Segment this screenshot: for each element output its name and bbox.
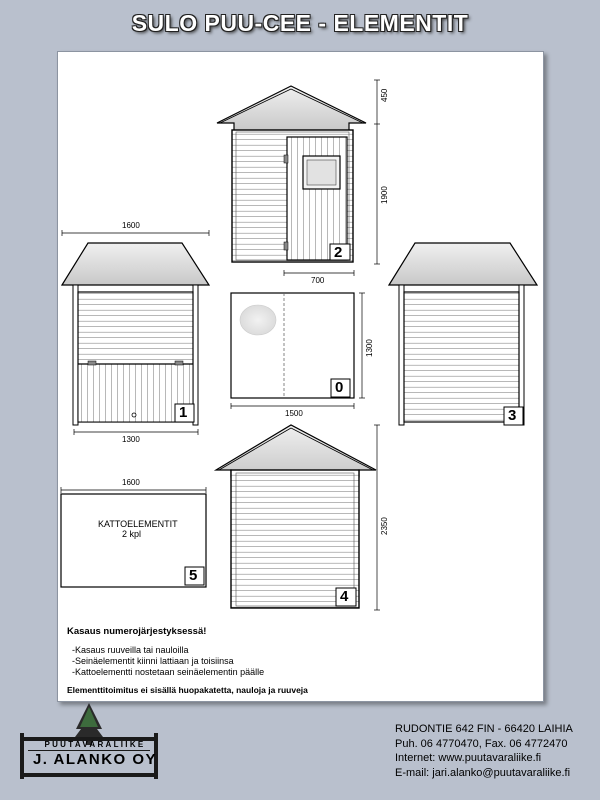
element-2-front-wall <box>217 86 366 262</box>
instructions-heading: Kasaus numerojärjestyksessä! <box>67 626 207 637</box>
element-number-1-value: 1 <box>179 404 188 421</box>
element-number-0: 0 <box>335 379 344 396</box>
dim-floor-width: 700 <box>311 276 325 285</box>
delivery-note: Elementtitoimitus ei sisällä huopakatetta, nauloja ja ruuveja <box>67 685 308 695</box>
element-2-gable <box>217 86 366 131</box>
element-number-1-label <box>179 404 187 421</box>
dim-front-roof-height: 450 <box>380 88 389 102</box>
dim-elem1-width-bottom: 1300 <box>122 435 140 444</box>
logo-company-name: J. ALANKO OY <box>32 751 158 768</box>
logo-company-type: PUUTAVARALIIKE <box>44 740 146 749</box>
roof-elements-count: 2 kpl <box>122 529 142 539</box>
instruction-item-1: -Kasaus ruuveilla tai nauloilla <box>72 645 189 655</box>
element-number-5: 5 <box>189 567 198 584</box>
page-title: SULO PUU-CEE - ELEMENTIT <box>131 10 469 36</box>
dim-roof-width: 1600 <box>122 478 140 487</box>
element-number-3: 3 <box>508 407 517 424</box>
instruction-item-3: -Kattoelementti nostetaan seinäelementin päälle <box>72 667 265 677</box>
element-4-back-wall <box>216 425 376 608</box>
company-phone: Puh. 06 4770470, Fax. 06 4772470 <box>395 737 568 750</box>
dim-elem1-width-top: 1600 <box>122 221 140 230</box>
element-5-roof-elements <box>61 494 206 587</box>
company-email[interactable]: E-mail: jari.alanko@puutavaraliike.fi <box>395 766 571 779</box>
element-number-2: 2 <box>334 244 343 261</box>
company-internet[interactable]: Internet: www.puutavaraliike.fi <box>395 752 542 765</box>
drawing-sheet <box>57 51 544 702</box>
element-4-gable <box>216 425 376 477</box>
dim-front-wall-height: 1900 <box>380 186 389 204</box>
element-5-panel <box>61 494 206 587</box>
element-3-roof <box>389 243 537 285</box>
company-contact <box>395 722 573 780</box>
roof-elements-label: KATTOELEMENTIT <box>98 519 178 529</box>
company-address: RUDONTIE 642 FIN - 66420 LAIHIA <box>395 723 573 735</box>
element-1-roof <box>62 243 209 285</box>
dim-back-height: 2350 <box>380 517 389 535</box>
instruction-item-2: -Seinäelementit kiinni lattiaan ja toisiinsa <box>72 656 234 666</box>
element-1-side-wall <box>62 243 209 425</box>
element-3-wall <box>404 292 519 422</box>
element-number-4: 4 <box>340 588 349 605</box>
element-3-side-wall <box>389 243 537 425</box>
shed-elements-drawing <box>58 52 543 701</box>
dim-floor-depth: 1300 <box>365 339 374 357</box>
dim-floor-length: 1500 <box>285 409 303 418</box>
element-0-hole <box>240 305 276 335</box>
